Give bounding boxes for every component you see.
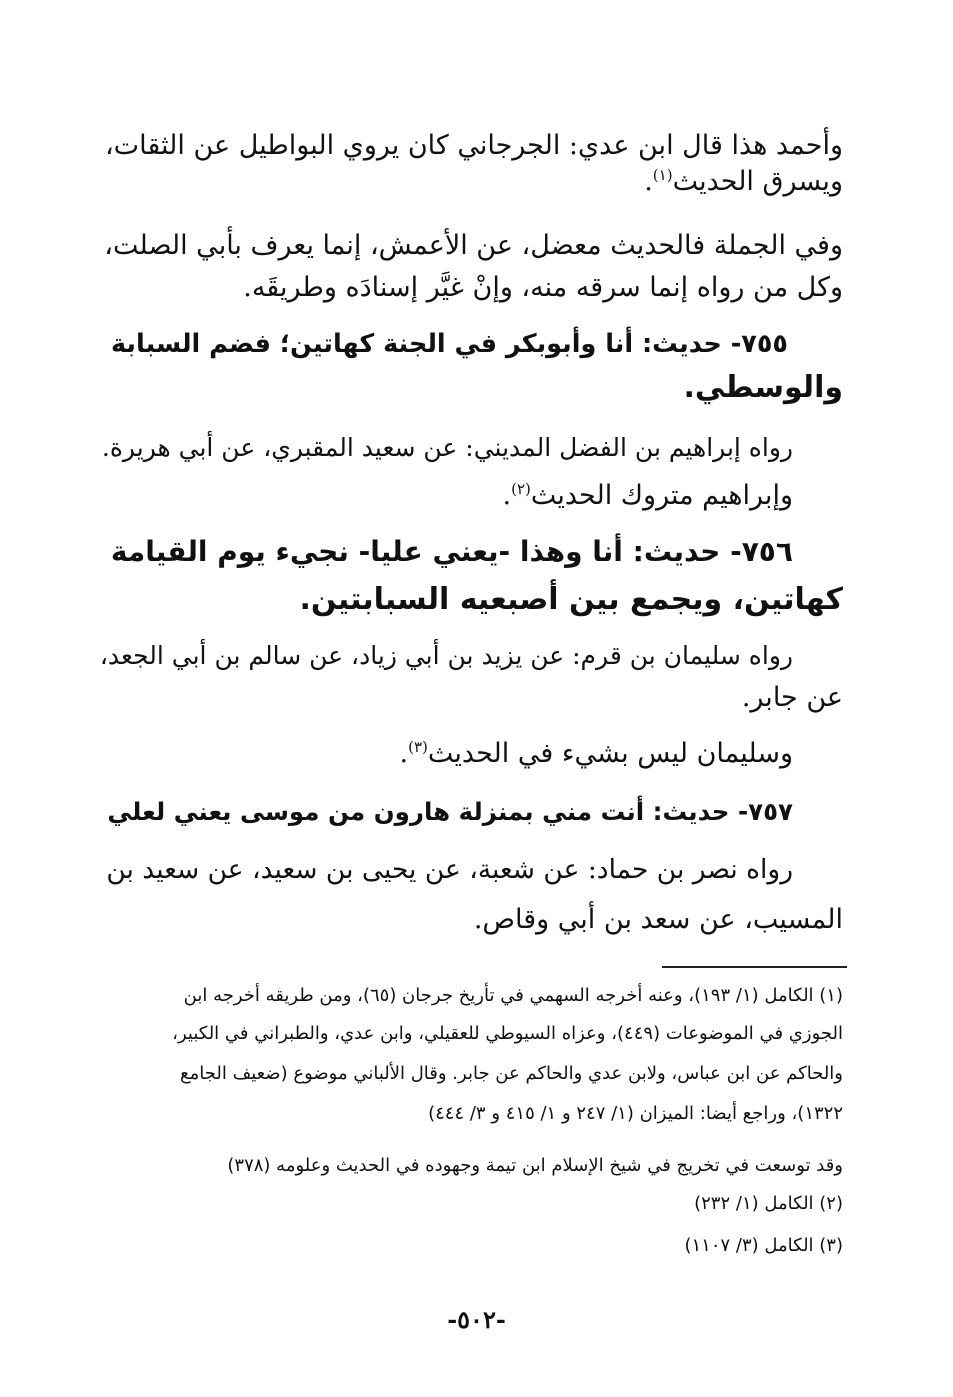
footnote-ref: (٣) <box>408 738 428 756</box>
footnote-line: الجوزي في الموضوعات (٤٤٩)، وعزاه السيوطي للعقيلي، وابن عدي، والطبراني في الكبير، <box>172 1023 843 1044</box>
hadith-heading: ٧٥٥- حديث: أنا وأبوبكر في الجنة كهاتين؛ فضم السبابة <box>110 329 788 359</box>
paragraph-text: وسليمان ليس بشيء في الحديث <box>427 738 793 769</box>
paragraph-line: المسيب، عن سعد بن أبي وقاص. <box>473 904 843 935</box>
paragraph-line: رواه إبراهيم بن الفضل المديني: عن سعيد المقبري، عن أبي هريرة. <box>101 433 793 462</box>
hadith-heading: ٧٥٦- حديث: أنا وهذا -يعني عليا- نجيء يوم القيامة <box>110 535 793 568</box>
footnote-separator <box>662 966 847 968</box>
footnote-ref: (٢) <box>511 480 531 498</box>
paragraph-line <box>644 162 843 202</box>
footnote-line: (٢) الكامل (١/ ٢٣٢) <box>694 1193 843 1214</box>
footnote-line: (١) الكامل (١/ ١٩٣)، وعنه أخرجه السهمي في تأريخ جرجان (٦٥)، ومن طريقه أخرجه ابن <box>183 985 843 1006</box>
paragraph-end: . <box>502 480 512 511</box>
paragraph-line: عن جابر. <box>741 682 843 713</box>
paragraph-line <box>400 734 793 774</box>
hadith-heading: ٧٥٧- حديث: أنت مني بمنزلة هارون من موسى يعني لعلي <box>107 797 793 826</box>
paragraph-line: وكل من رواه إنما سرقه منه، وإنْ غيَّر إسنادَه وطريقَه. <box>243 272 843 303</box>
footnote-line: وقد توسعت في تخريج في شيخ الإسلام ابن تيمة وجهوده في الحديث وعلومه (٣٧٨) <box>227 1155 843 1176</box>
paragraph-line: وفي الجملة فالحديث معضل، عن الأعمش، إنما يعرف بأبي الصلت، <box>104 230 843 261</box>
paragraph-line: وأحمد هذا قال ابن عدي: الجرجاني كان يروي البواطيل عن الثقات، <box>104 130 843 161</box>
page-number: -٥٠٢- <box>447 1305 506 1334</box>
footnote-line: ١٣٢٢)، وراجع أيضا: الميزان (١/ ٢٤٧ و ١/ ٤١٥ و ٣/ ٤٤٤) <box>428 1103 843 1124</box>
paragraph-end: . <box>399 738 409 769</box>
paragraph-text: ويسرق الحديث <box>672 166 843 197</box>
paragraph-end: . <box>644 166 653 197</box>
paragraph-line <box>502 476 793 516</box>
paragraph-line: رواه نصر بن حماد: عن شعبة، عن يحيى بن سعيد، عن سعيد بن <box>106 854 793 885</box>
paragraph-line: رواه سليمان بن قرم: عن يزيد بن أبي زياد، عن سالم بن أبي الجعد، <box>99 641 793 670</box>
footnote-line: والحاكم عن ابن عباس، ولابن عدي والحاكم عن جابر. وقال الألباني موضوع (ضعيف الجامع <box>180 1063 843 1084</box>
paragraph-text: وإبراهيم متروك الحديث <box>530 480 793 511</box>
hadith-heading: والوسطي. <box>683 370 843 405</box>
footnote-line: (٣) الكامل (٣/ ١١٠٧) <box>684 1235 843 1256</box>
hadith-heading: كهاتين، ويجمع بين أصبعيه السبابتين. <box>299 582 843 617</box>
footnote-ref: (١) <box>652 166 673 184</box>
